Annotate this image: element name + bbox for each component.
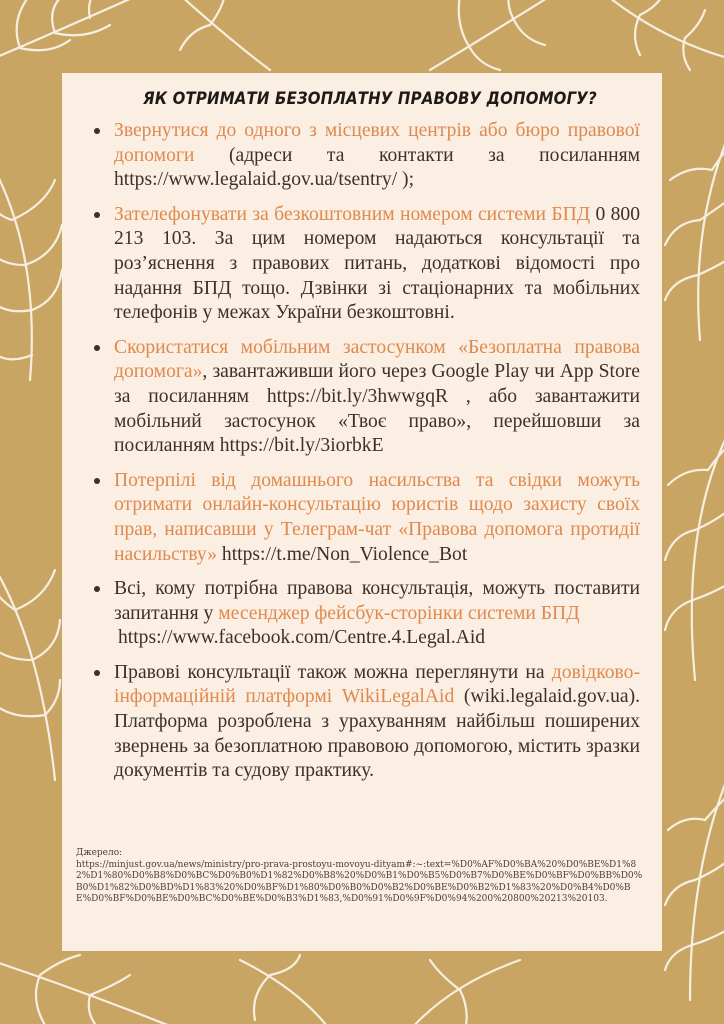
source-note — [76, 848, 644, 906]
item-highlight: довідково-інформаційній платформі WikiLegalAid — [114, 661, 640, 708]
item-highlight: Зателефонувати за безкоштовним номером системи БПД — [114, 203, 591, 225]
list-item-mobile-app — [100, 336, 640, 459]
item-text: (адреси та контакти за посиланням https://www.legalaid.gov.ua/tsentry/ ); — [114, 144, 640, 191]
info-card — [62, 73, 662, 951]
page-title: ЯК ОТРИМАТИ БЕЗОПЛАТНУ ПРАВОВУ ДОПОМОГУ? — [143, 89, 597, 109]
item-highlight: Скористатися мобільним застосунком «Безоплатна правова допомога» — [114, 336, 640, 383]
item-highlight: месенджер фейсбук-сторінки системи БПД — [218, 602, 580, 624]
source-url[interactable]: https://minjust.gov.ua/news/ministry/pro-prava-prostoyu-movoyu-dityam#:~:text=%D0%AF%D0%BA%20%D0%BE%D1%82%D1%80%D0%B8%D0%BC%D0%B0%D1%82%D0%B8%20%D0%B1%D0%B5%D0%B7%D0%BE%D0%BF%D0%BB%D0%B0%D1%82%D0%BD%D1%83%20%D0%BF%D1%80%D0%B0%D0%B2%D0%BE%D0%B2%D1%83%20%D0%B4%D0%BE%D0%BF%D0%BE%D0%BC%D0%BE%D0%B3%D1%83,%D0%91%D0%9F%D0%94%200%20800%20213%20103. — [76, 859, 643, 905]
item-highlight: Звернутися до одного з місцевих центрів або бюро правової допомоги — [114, 120, 640, 166]
source-label: Джерело: — [76, 848, 123, 858]
help-options-list — [100, 119, 640, 784]
facebook-link[interactable]: https://www.facebook.com/Centre.4.Legal.Aid — [118, 627, 486, 649]
item-text: , завантаживши його через Google Play чи App Store за посиланням https://bit.ly/3hwwgqR , або завантажити мобільний застосунок «Твоє право», перейшовши за посиланням https://bit.ly/3iorbkE — [114, 361, 640, 457]
list-item-hotline — [100, 203, 640, 326]
item-text: (wiki.legalaid.gov.ua). Платформа розроблена з урахуванням найбільш поширених звернень за безоплатною правовою допомогою, містить зразки документів та судову практику. — [114, 686, 640, 782]
list-item-telegram-chat — [100, 469, 640, 567]
item-highlight: Потерпілі від домашнього насильства та свідки можуть отримати онлайн-консультацію юристів щодо захисту своїх прав, написавши у Телеграм-чат «Правова допомога протидії насильству» — [114, 469, 640, 565]
list-item-facebook — [100, 577, 640, 651]
item-text: https://t.me/Non_Violence_Bot — [217, 543, 468, 565]
item-lead: Всі, кому потрібна правова консультація, можуть поставити запитання у — [114, 578, 640, 624]
item-text: 0 800 213 103. За цим номером надаються консультації та роз’яснення з правових питань, додаткові відомості про надання БПД тощо. Дзвінки зі стаціонарних та мобільних телефонів у межах України безкоштовні. — [114, 203, 640, 324]
list-item-wikilegalaid — [100, 661, 640, 784]
item-lead: Правові консультації також можна переглянути на — [114, 661, 552, 683]
list-item-legal-centers — [100, 119, 640, 193]
